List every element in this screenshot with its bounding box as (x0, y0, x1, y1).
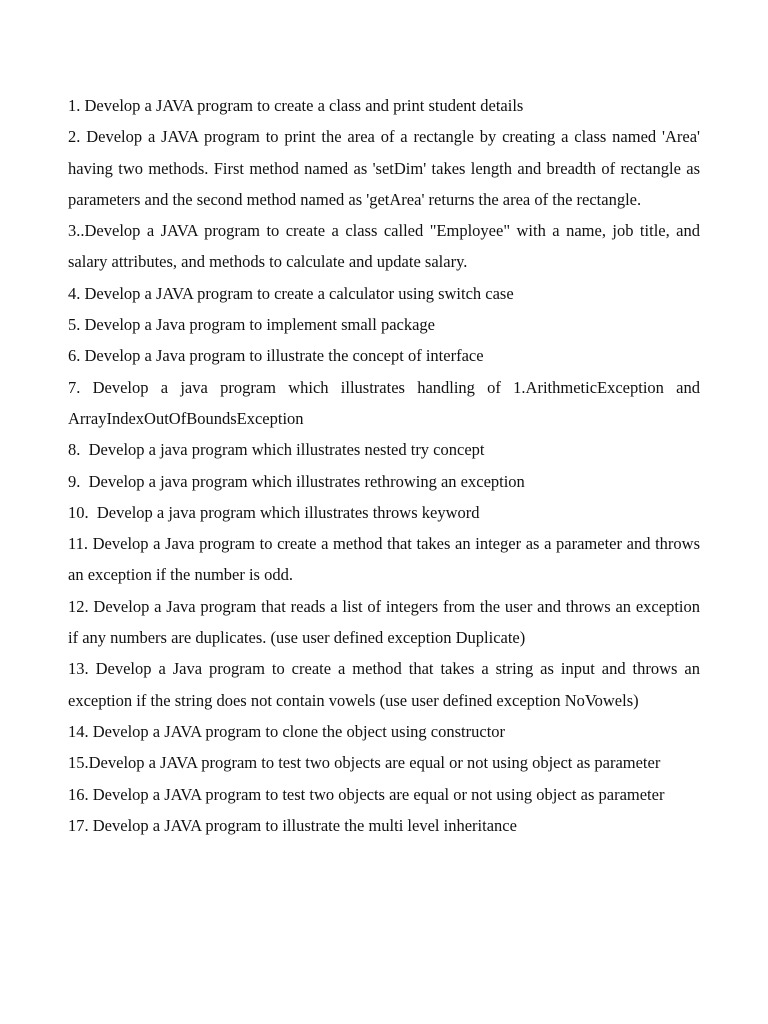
list-item-1: 1. Develop a JAVA program to create a class and print student details (68, 96, 524, 115)
list-item-2: 2. Develop a JAVA program to print the area of a rectangle by creating a class named 'Area' having two methods. First method named as 'setDim' takes length and breadth of rectangle as parameters and the second method named as 'getArea' returns the area of the rectangle. (68, 127, 705, 209)
list-item-6: 6. Develop a Java program to illustrate the concept of interface (68, 346, 484, 366)
list-item-14: 14. Develop a JAVA program to clone the object using constructor (68, 721, 506, 741)
list-item-16: 16. Develop a JAVA program to test two objects are equal or not using object as parameter (68, 784, 665, 804)
list-item-4: 4. Develop a JAVA program to create a calculator using switch case (68, 283, 514, 303)
list-item-5: 5. Develop a Java program to implement small package (68, 315, 436, 335)
list-item-8: 8. Develop a java program which illustrates nested try concept (68, 440, 485, 460)
list-item-3: 3..Develop a JAVA program to create a class called "Employee" with a name, job title, and salary attributes, and methods to calculate and update salary. (68, 221, 705, 272)
list-item-7: 7. Develop a java program which illustrates handling of 1.ArithmeticException and ArrayIndexOutOfBoundsException (68, 377, 704, 428)
list-item-12: 12. Develop a Java program that reads a list of integers from the user and throws an exception if any numbers are duplicates. (use user defined exception Duplicate) (68, 596, 705, 648)
list-item-11: 11. Develop a Java program to create a method that takes an integer as a parameter and throws an exception if the number is odd. (68, 534, 705, 585)
document-page (68, 90, 705, 841)
list-item-9: 9. Develop a java program which illustrates rethrowing an exception (68, 471, 525, 491)
list-item-15: 15.Develop a JAVA program to test two objects are equal or not using object as parameter (68, 753, 661, 773)
list-item-17: 17. Develop a JAVA program to illustrate the multi level inheritance (68, 815, 517, 835)
list-item-13: 13. Develop a Java program to create a method that takes a string as input and throws an exception if the string does not contain vowels (use user defined exception NoVowels) (68, 659, 705, 710)
list-item-10: 10. Develop a java program which illustrates throws keyword (68, 502, 480, 522)
